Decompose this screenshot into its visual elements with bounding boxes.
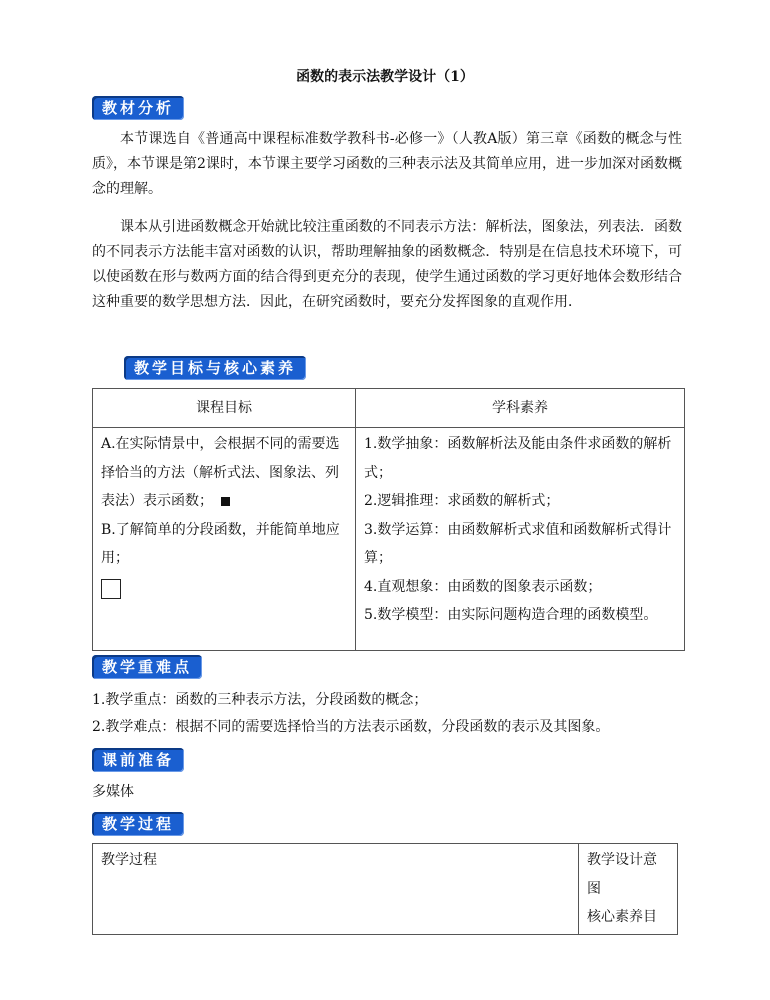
literacy-item: 3.数学运算：由函数解析式求值和函数解析式得计算； [364, 521, 672, 566]
literacy-item: 4.直观想象：由函数的图象表示函数； [364, 578, 602, 595]
analysis-paragraph-1: 本节课选自《普通高中课程标准数学教科书-必修一》（人教A版）第三章《函数的概念与性质》，本节课是第2课时，本节课主要学习函数的三种表示法及其简单应用，进一步加深对函数概念的理解。 [92, 131, 682, 197]
keypoint-focus: 1.教学重点：函数的三种表示方法，分段函数的概念； [92, 692, 428, 708]
section-badge-process: 教学过程 [92, 812, 184, 836]
goals-header-course: 课程目标 [93, 389, 356, 428]
process-design-intent: 教学设计意图 [587, 852, 657, 897]
course-goal-a: A.在实际情景中，会根据不同的需要选择恰当的方法（解析式法、图象法、列表法）表示函数； [101, 436, 340, 509]
literacy-item: 1.数学抽象：函数解析法及能由条件求函数的解析式； [364, 436, 672, 481]
analysis-paragraph-2: 课本从引进函数概念开始就比较注重函数的不同表示方法：解析法，图象法，列表法．函数的不同表示方法能丰富对函数的认识，帮助理解抽象的函数概念．特别是在信息技术环境下，可以使函数在形与数两方面的结合得到更充分的表现，使学生通过函数的学习更好地体会数形结合这种重要的数学思想方法．因此，在研究函数时，要充分发挥图象的直观作用． [92, 219, 682, 310]
process-core-literacy: 核心素养目 [587, 909, 657, 925]
course-goal-b: B.了解简单的分段函数，并能简单地应用； [101, 521, 340, 566]
section-badge-goals: 教学目标与核心素养 [124, 356, 306, 380]
section-badge-prep: 课前准备 [92, 748, 184, 772]
process-table [92, 843, 678, 935]
goals-table [92, 388, 685, 651]
section-badge-keypoints: 教学重难点 [92, 655, 202, 679]
process-right-cell [579, 844, 678, 935]
goals-header-literacy: 学科素养 [356, 389, 685, 428]
section-badge-analysis: 教材分析 [92, 96, 184, 120]
page-title: 函数的表示法教学设计（1） [296, 69, 474, 85]
goals-literacy-cell [356, 428, 685, 651]
process-left-cell: 教学过程 [93, 844, 579, 935]
prep-text: 多媒体 [92, 784, 134, 800]
empty-square-icon [101, 579, 121, 599]
literacy-item: 2.逻辑推理：求函数的解析式； [364, 493, 560, 509]
goals-course-cell [93, 428, 356, 651]
filled-square-icon [221, 497, 230, 506]
keypoint-difficulty: 2.教学难点：根据不同的需要选择恰当的方法表示函数，分段函数的表示及其图象。 [92, 719, 610, 735]
literacy-item: 5.数学模型：由实际问题构造合理的函数模型。 [364, 607, 658, 623]
